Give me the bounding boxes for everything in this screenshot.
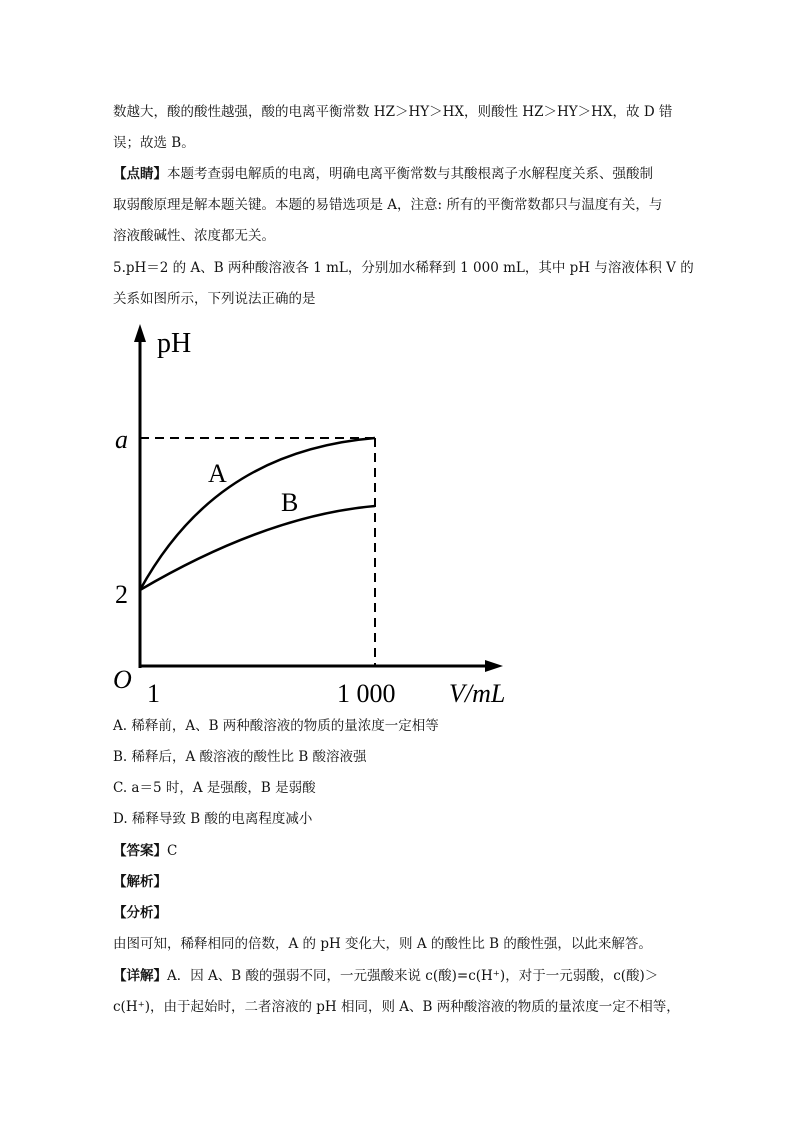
- origin-label: O: [113, 665, 132, 694]
- question-line-2: 关系如图所示，下列说法正确的是: [113, 291, 316, 307]
- x-axis-label: V/mL: [449, 679, 506, 708]
- intro-line-2: 误；故选 B。: [113, 135, 195, 151]
- option-b: B. 稀释后，A 酸溶液的酸性比 B 酸溶液强: [113, 749, 367, 765]
- xiangjie-line-2: c(H⁺)，由于起始时，二者溶液的 pH 相同，则 A、B 两种酸溶液的物质的量浓度一定不相等，: [113, 999, 680, 1015]
- ph-volume-figure: [105, 318, 535, 712]
- fenxi-text: 由图可知，稀释相同的倍数，A 的 pH 变化大，则 A 的酸性比 B 的酸性强，以此来解答。: [113, 936, 652, 952]
- option-c: C. a＝5 时，A 是强酸，B 是弱酸: [113, 780, 316, 796]
- y-axis-arrow: [134, 324, 146, 342]
- y-tick-2: 2: [115, 580, 128, 609]
- fenxi-label: 【分析】: [113, 905, 167, 921]
- answer-label: 【答案】: [113, 843, 167, 859]
- xiangjie-text-1: A．因 A、B 酸的强弱不同，一元强酸来说 c(酸)=c(H⁺)，对于一元弱酸，c(酸)＞: [167, 968, 659, 984]
- curve-a: [140, 438, 375, 590]
- x-tick-1: 1: [147, 679, 160, 708]
- question-line-1: 5.pH＝2 的 A、B 两种酸溶液各 1 mL，分别加水稀释到 1 000 mL，其中 pH 与溶液体积 V 的: [113, 260, 694, 276]
- dianjing-text-1: 本题考查弱电解质的电离，明确电离平衡常数与其酸根离子水解程度关系、强酸制: [167, 166, 653, 182]
- option-d: D. 稀释导致 B 酸的电离程度减小: [113, 811, 313, 827]
- xiangjie-line-1: [113, 966, 658, 986]
- y-axis-label: pH: [157, 328, 192, 359]
- dianjing-line-2: 取弱酸原理是解本题关键。本题的易错选项是 A，注意: 所有的平衡常数都只与温度有关，与: [113, 197, 663, 213]
- option-a: A. 稀释前，A、B 两种酸溶液的物质的量浓度一定相等: [113, 718, 439, 734]
- curve-b-label: B: [281, 488, 299, 517]
- curve-b: [140, 506, 375, 590]
- dianjing-line-1: [113, 164, 653, 184]
- x-axis-arrow: [485, 660, 503, 672]
- xiangjie-label: 【详解】: [113, 968, 167, 984]
- intro-line-1: 数越大，酸的酸性越强，酸的电离平衡常数 HZ＞HY＞HX，则酸性 HZ＞HY＞HX，故 D 错: [113, 104, 673, 120]
- answer-line: [113, 841, 177, 861]
- x-tick-1000: 1 000: [337, 679, 396, 708]
- jiexi-label: 【解析】: [113, 874, 167, 890]
- dianjing-line-3: 溶液酸碱性、浓度都无关。: [113, 228, 275, 244]
- y-tick-a: a: [115, 425, 128, 454]
- curve-a-label: A: [208, 459, 227, 488]
- answer-value: C: [167, 843, 178, 859]
- ph-volume-chart: [105, 318, 535, 708]
- dianjing-label: 【点睛】: [113, 166, 167, 182]
